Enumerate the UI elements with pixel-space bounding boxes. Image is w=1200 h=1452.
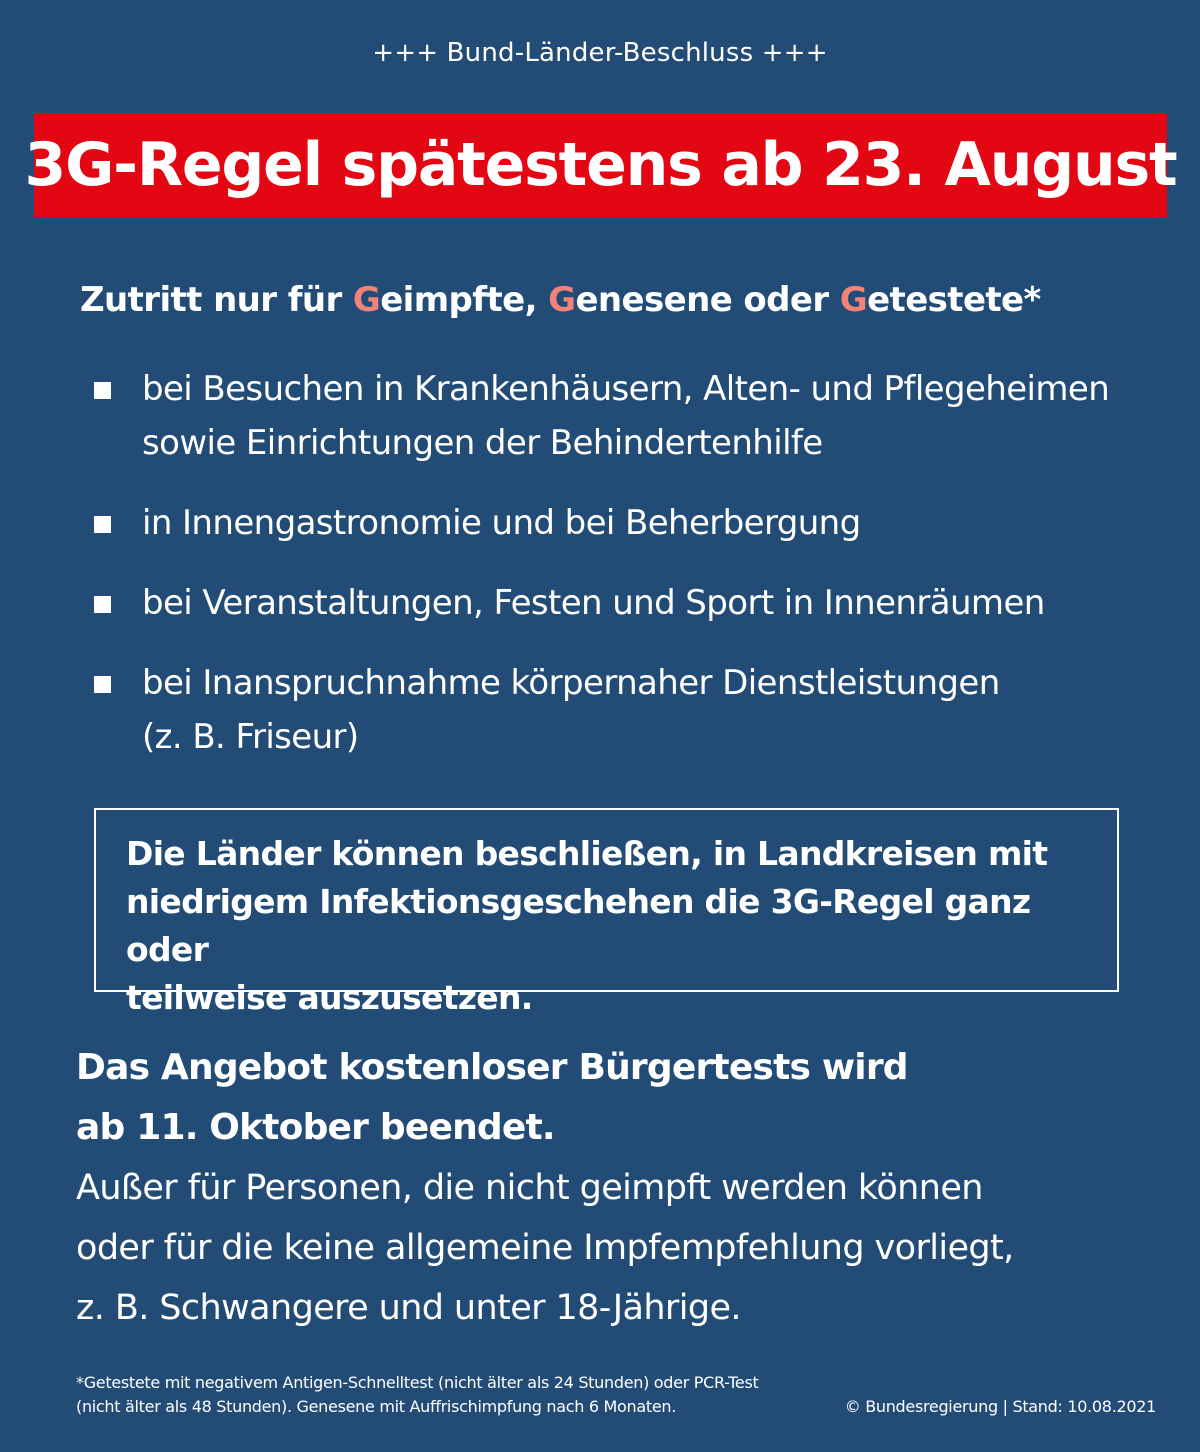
notice-line: niedrigem Infektionsgeschehen die 3G-Regel ganz oder — [126, 882, 1031, 969]
list-item — [94, 656, 1174, 764]
subhead-g-accent-3: G — [839, 280, 868, 320]
tests-body-line: oder für die keine allgemeine Impfempfehlung vorliegt, — [76, 1228, 1014, 1268]
list-item-line: in Innengastronomie und bei Beherbergung — [142, 503, 861, 543]
notice-line: Die Länder können beschließen, in Landkreisen mit — [126, 834, 1048, 873]
footnote — [76, 1371, 836, 1419]
square-bullet-icon — [94, 516, 111, 533]
tests-body-line: z. B. Schwangere und unter 18-Jährige. — [76, 1288, 741, 1328]
list-item-line: bei Besuchen in Krankenhäusern, Alten- und Pflegeheimen — [142, 369, 1110, 409]
list-item-line: (z. B. Friseur) — [142, 717, 359, 757]
kicker: +++ Bund-Länder-Beschluss +++ — [372, 38, 828, 68]
credit-line: © Bundesregierung | Stand: 10.08.2021 — [844, 1397, 1156, 1416]
rule-list — [94, 362, 1174, 790]
square-bullet-icon — [94, 596, 111, 613]
list-item-line: bei Veranstaltungen, Festen und Sport in Innenräumen — [142, 583, 1045, 623]
square-bullet-icon — [94, 382, 111, 399]
tests-heading-line: ab 11. Oktober beendet. — [76, 1107, 555, 1148]
subhead — [80, 280, 1160, 320]
notice-box — [94, 808, 1119, 1017]
subhead-prefix: Zutritt nur für — [80, 280, 353, 320]
list-item-line: bei Inanspruchnahme körpernaher Dienstleistungen — [142, 663, 1000, 703]
subhead-g-accent-1: G — [352, 280, 381, 320]
tests-body-line: Außer für Personen, die nicht geimpft werden können — [76, 1168, 983, 1208]
subhead-word-3: etestete* — [867, 280, 1041, 320]
notice-line: teilweise auszusetzen. — [126, 978, 533, 1017]
headline-banner — [24, 113, 1177, 217]
subhead-g-accent-2: G — [548, 280, 576, 320]
tests-heading-line: Das Angebot kostenloser Bürgertests wird — [76, 1047, 908, 1088]
list-item — [94, 576, 1174, 630]
footnote-line: *Getestete mit negativem Antigen-Schnelltest (nicht älter als 24 Stunden) oder PCR-Test — [76, 1373, 759, 1392]
list-item — [94, 362, 1174, 470]
list-item — [94, 496, 1174, 550]
tests-section — [76, 1038, 1176, 1338]
subhead-word-1: eimpfte, — [380, 280, 549, 320]
subhead-word-2: enesene oder — [575, 280, 840, 320]
footnote-line: (nicht älter als 48 Stunden). Genesene mit Auffrischimpfung nach 6 Monaten. — [76, 1397, 677, 1416]
headline-text: 3G-Regel spätestens ab 23. August — [24, 130, 1177, 200]
square-bullet-icon — [94, 676, 111, 693]
list-item-line: sowie Einrichtungen der Behindertenhilfe — [142, 423, 823, 463]
